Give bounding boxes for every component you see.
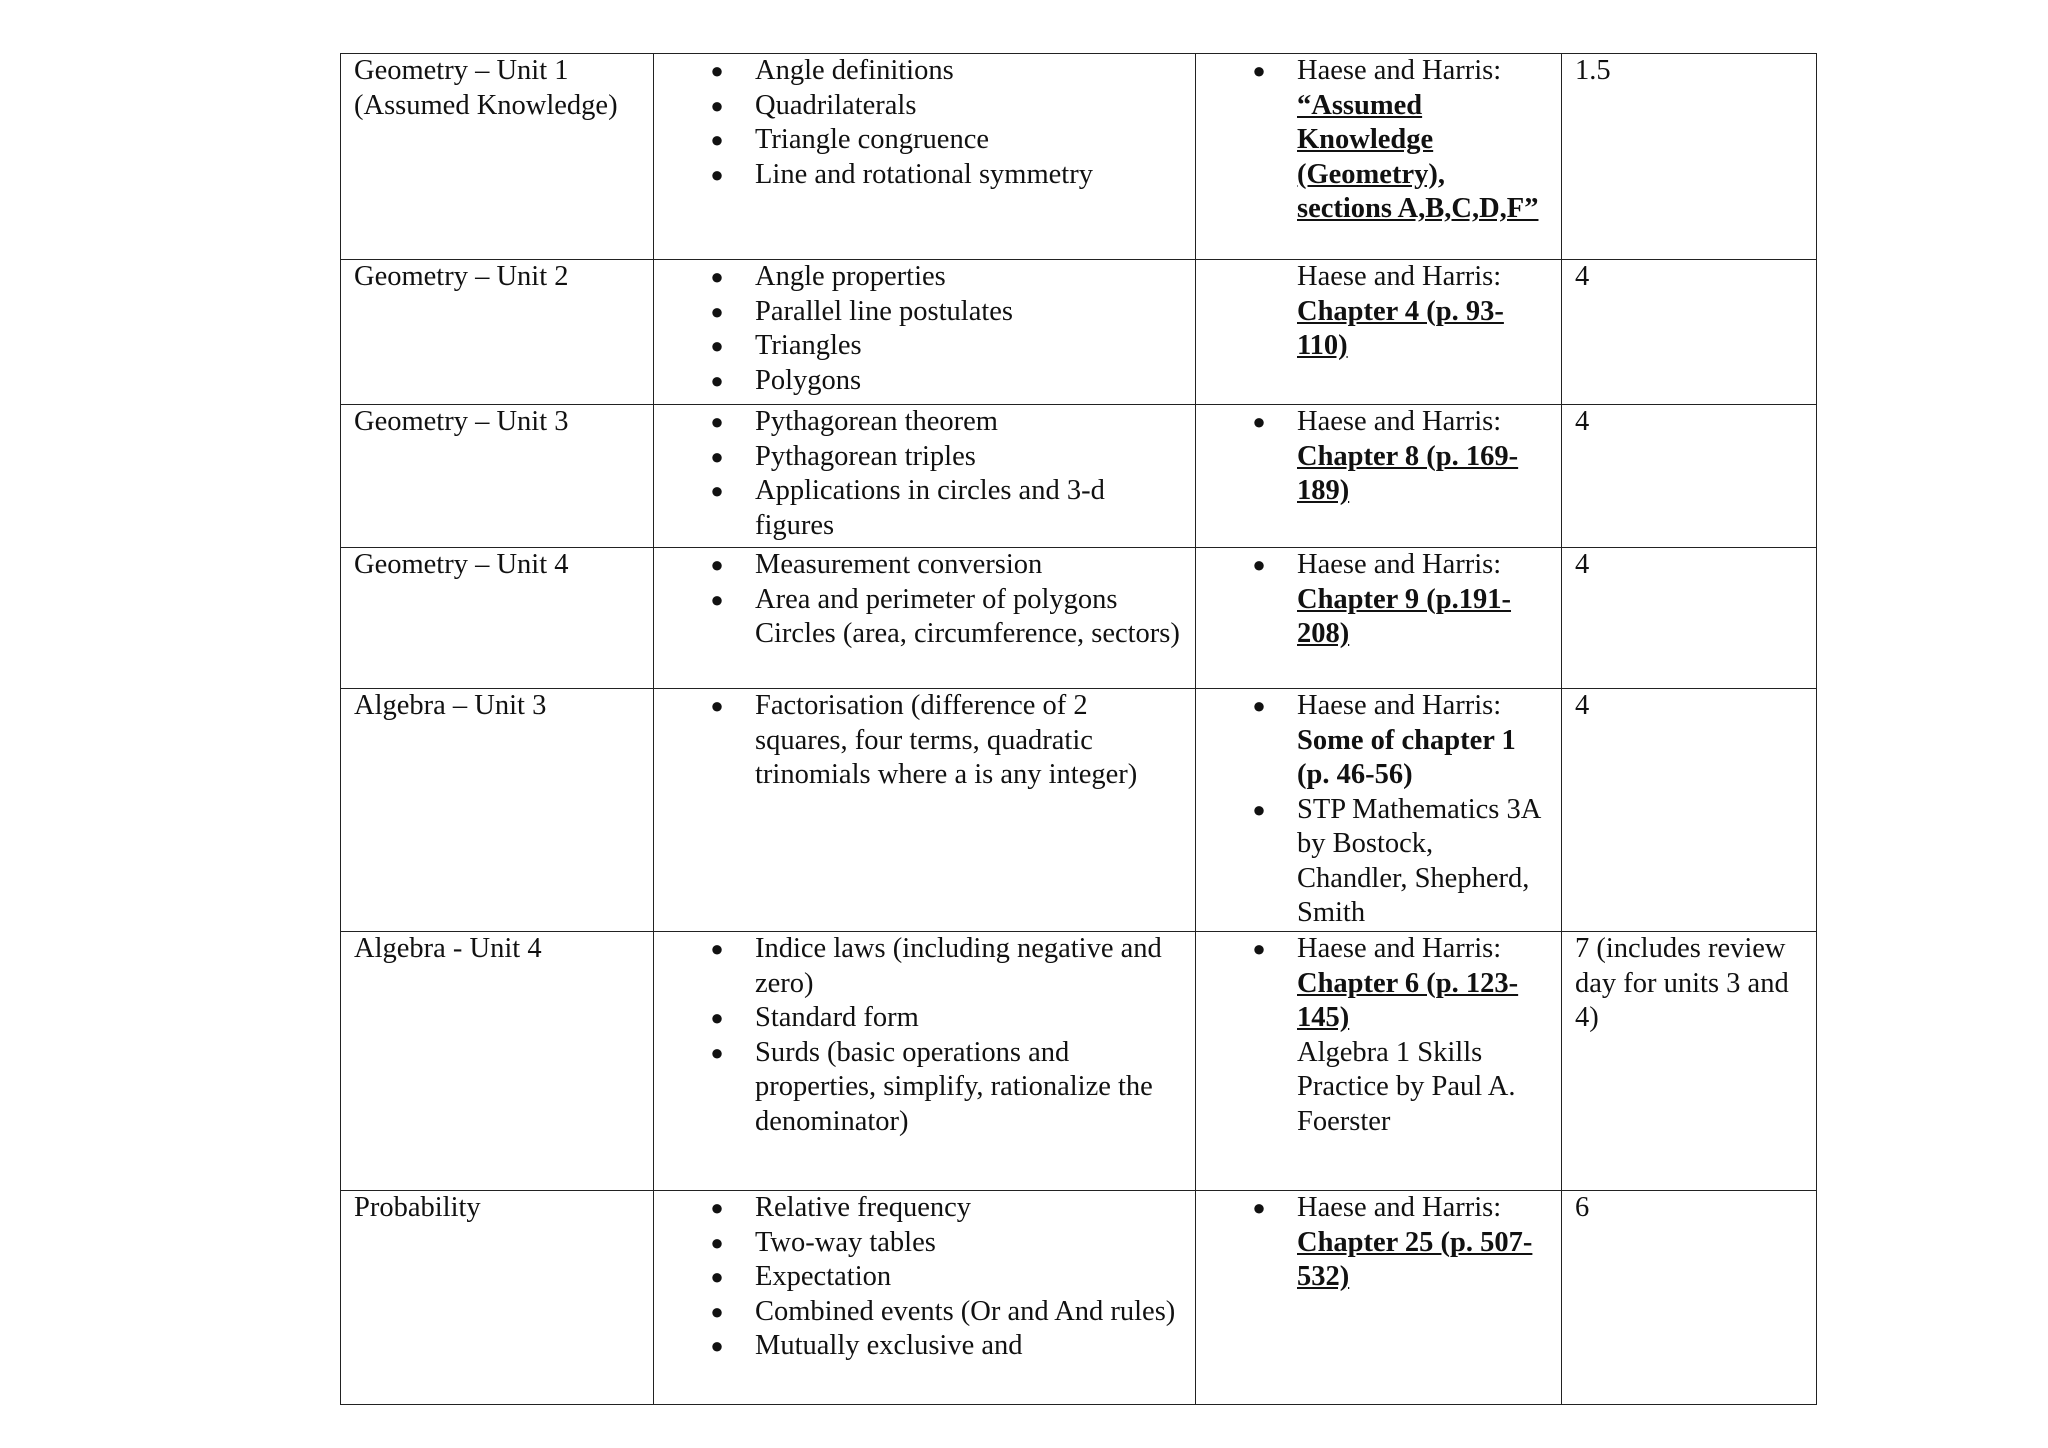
resource-reference: Chapter 4 (p. 93-110): [1297, 295, 1504, 361]
table-row: [341, 548, 1817, 689]
table-row: [341, 260, 1817, 405]
resource-item: [1196, 932, 1545, 1139]
days-value: 4: [1575, 690, 1590, 721]
resource-reference: Chapter 9 (p.191-208): [1297, 583, 1512, 649]
bullet-icon: ●: [710, 1005, 724, 1030]
topic-list: [654, 932, 1195, 1139]
bullet-icon: ●: [710, 936, 724, 961]
resource-item: [1196, 54, 1545, 227]
bullet-icon: ●: [710, 409, 724, 434]
topic-item: ● Factorisation (difference of 2 squares, four terms, quadratic trinomials where a is any integer): [654, 689, 1187, 793]
bullet-icon: ●: [710, 478, 724, 503]
topic-list: [654, 54, 1195, 192]
unit-name: Geometry – Unit 4: [354, 549, 569, 580]
table-row: [341, 932, 1817, 1191]
bullet-icon: ●: [710, 1298, 724, 1324]
topic-item: ● Area and perimeter of polygons Circles (area, circumference, sectors): [654, 583, 1187, 652]
topics-cell: [654, 54, 1196, 260]
topic-item: ● Pythagorean theorem: [654, 405, 1187, 440]
topic-item: ● Combined events (Or and And rules): [654, 1295, 1187, 1330]
resource-list: [1196, 932, 1553, 1139]
topic-item: ● Parallel line postulates: [654, 295, 1187, 330]
bullet-icon: ●: [710, 298, 724, 324]
resource-item: [1196, 689, 1545, 793]
bullet-icon: ●: [1252, 693, 1266, 718]
bullet-icon: ●: [1252, 409, 1266, 434]
resource-list: [1196, 405, 1553, 509]
resource-label: Haese and Harris:: [1297, 690, 1502, 721]
days-cell: [1562, 689, 1817, 932]
resource-item: [1196, 793, 1545, 931]
bullet-icon: ●: [710, 92, 724, 118]
unit-name: Probability: [354, 1192, 481, 1223]
resource-list: [1196, 260, 1553, 364]
bullet-icon: ●: [710, 1333, 724, 1358]
days-value: 6: [1575, 1192, 1590, 1223]
resource-item: [1196, 548, 1545, 652]
topics-cell: [654, 689, 1196, 932]
unit-name: Geometry – Unit 3: [354, 406, 569, 437]
bullet-icon: ●: [710, 1229, 724, 1255]
topic-list: [654, 548, 1195, 652]
topic-item: ● Polygons: [654, 364, 1187, 399]
resources-cell: [1196, 260, 1562, 405]
bullet-icon: ●: [710, 127, 724, 152]
bullet-icon: ●: [710, 1195, 724, 1220]
topic-list: [654, 1191, 1195, 1364]
resource-list: [1196, 689, 1553, 931]
resource-extra: Algebra 1 Skills Practice by Paul A. Foerster: [1297, 1036, 1516, 1137]
resource-reference: Chapter 6 (p. 123-145): [1297, 967, 1519, 1033]
bullet-icon: ●: [710, 1039, 724, 1065]
resource-reference: “Assumed Knowledge (Geometry), sections A,B,C,D,F”: [1297, 89, 1539, 224]
bullet-icon: ●: [710, 264, 724, 289]
bullet-icon: ●: [1252, 796, 1266, 822]
topics-cell: [654, 260, 1196, 405]
topic-item: ● Pythagorean triples: [654, 440, 1187, 475]
resource-reference: Some of chapter 1 (p. 46-56): [1297, 724, 1516, 790]
topic-item: ● Expectation: [654, 1260, 1187, 1295]
syllabus-table: [340, 53, 1817, 1405]
resource-label: Haese and Harris:: [1297, 933, 1502, 964]
topic-item: ● Applications in circles and 3-d figures: [654, 474, 1187, 543]
resources-cell: [1196, 405, 1562, 548]
resource-list: [1196, 548, 1553, 652]
days-cell: [1562, 932, 1817, 1191]
table-row: [341, 54, 1817, 260]
unit-cell: [341, 689, 654, 932]
topic-item: ● Measurement conversion: [654, 548, 1187, 583]
days-cell: [1562, 1191, 1817, 1405]
days-cell: [1562, 548, 1817, 689]
topics-cell: [654, 932, 1196, 1191]
topic-list: [654, 260, 1195, 398]
resources-cell: [1196, 54, 1562, 260]
days-value: 7 (includes review day for units 3 and 4): [1575, 933, 1789, 1033]
topic-item: ● Standard form: [654, 1001, 1187, 1036]
days-cell: [1562, 405, 1817, 548]
bullet-icon: ●: [1252, 552, 1266, 577]
resource-list: [1196, 1191, 1553, 1295]
unit-name: Geometry – Unit 2: [354, 261, 569, 292]
topic-list: [654, 689, 1195, 793]
bullet-icon: ●: [710, 333, 724, 358]
topic-item: ● Angle properties: [654, 260, 1187, 295]
bullet-icon: ●: [710, 1264, 724, 1289]
bullet-icon: ●: [710, 367, 724, 393]
bullet-icon: ●: [710, 58, 724, 83]
bullet-icon: ●: [1252, 58, 1266, 83]
unit-cell: [341, 548, 654, 689]
topic-item: ● Angle definitions: [654, 54, 1187, 89]
resource-item: [1196, 1191, 1545, 1295]
resource-label: Haese and Harris:: [1297, 406, 1502, 437]
resource-label: Haese and Harris:: [1297, 549, 1502, 580]
resource-label: Haese and Harris:: [1297, 55, 1502, 86]
topic-item: ● Indice laws (including negative and zero): [654, 932, 1187, 1001]
unit-cell: [341, 1191, 654, 1405]
unit-name: Algebra - Unit 4: [354, 933, 542, 964]
table-row: [341, 405, 1817, 548]
unit-cell: [341, 405, 654, 548]
bullet-icon: ●: [1252, 936, 1266, 961]
resource-item: [1196, 260, 1545, 364]
bullet-icon: ●: [1252, 1195, 1266, 1220]
days-value: 4: [1575, 406, 1590, 437]
unit-name: Geometry – Unit 1 (Assumed Knowledge): [354, 55, 618, 121]
topic-item: ● Triangle congruence: [654, 123, 1187, 158]
resource-reference: Chapter 8 (p. 169-189): [1297, 440, 1519, 506]
unit-cell: [341, 54, 654, 260]
resources-cell: [1196, 932, 1562, 1191]
resource-label: STP Mathematics 3A by Bostock, Chandler, Shepherd, Smith: [1297, 793, 1540, 928]
resource-label: Haese and Harris:: [1297, 261, 1502, 292]
resources-cell: [1196, 689, 1562, 932]
resources-cell: [1196, 1191, 1562, 1405]
resource-label: Haese and Harris:: [1297, 1192, 1502, 1223]
topic-item: ● Surds (basic operations and properties, simplify, rationalize the denominator): [654, 1036, 1187, 1140]
bullet-icon: ●: [710, 586, 724, 612]
topic-item: ● Line and rotational symmetry: [654, 158, 1187, 193]
resources-cell: [1196, 548, 1562, 689]
unit-cell: [341, 932, 654, 1191]
days-cell: [1562, 54, 1817, 260]
topic-list: [654, 405, 1195, 543]
table-row: [341, 1191, 1817, 1405]
days-value: 1.5: [1575, 55, 1611, 86]
bullet-icon: ●: [710, 552, 724, 577]
topic-item: ● Triangles: [654, 329, 1187, 364]
resource-item: [1196, 405, 1545, 509]
bullet-icon: ●: [710, 161, 724, 187]
days-value: 4: [1575, 549, 1590, 580]
topics-cell: [654, 1191, 1196, 1405]
topics-cell: [654, 548, 1196, 689]
topics-cell: [654, 405, 1196, 548]
topic-item: ● Mutually exclusive and: [654, 1329, 1187, 1364]
resource-reference: Chapter 25 (p. 507-532): [1297, 1226, 1533, 1292]
topic-item: ● Quadrilaterals: [654, 89, 1187, 124]
resource-list: [1196, 54, 1553, 227]
unit-name: Algebra – Unit 3: [354, 690, 547, 721]
days-cell: [1562, 260, 1817, 405]
unit-cell: [341, 260, 654, 405]
bullet-icon: ●: [710, 693, 724, 718]
bullet-icon: ●: [710, 443, 724, 469]
topic-item: ● Relative frequency: [654, 1191, 1187, 1226]
topic-item: ● Two-way tables: [654, 1226, 1187, 1261]
days-value: 4: [1575, 261, 1590, 292]
table-row: [341, 689, 1817, 932]
